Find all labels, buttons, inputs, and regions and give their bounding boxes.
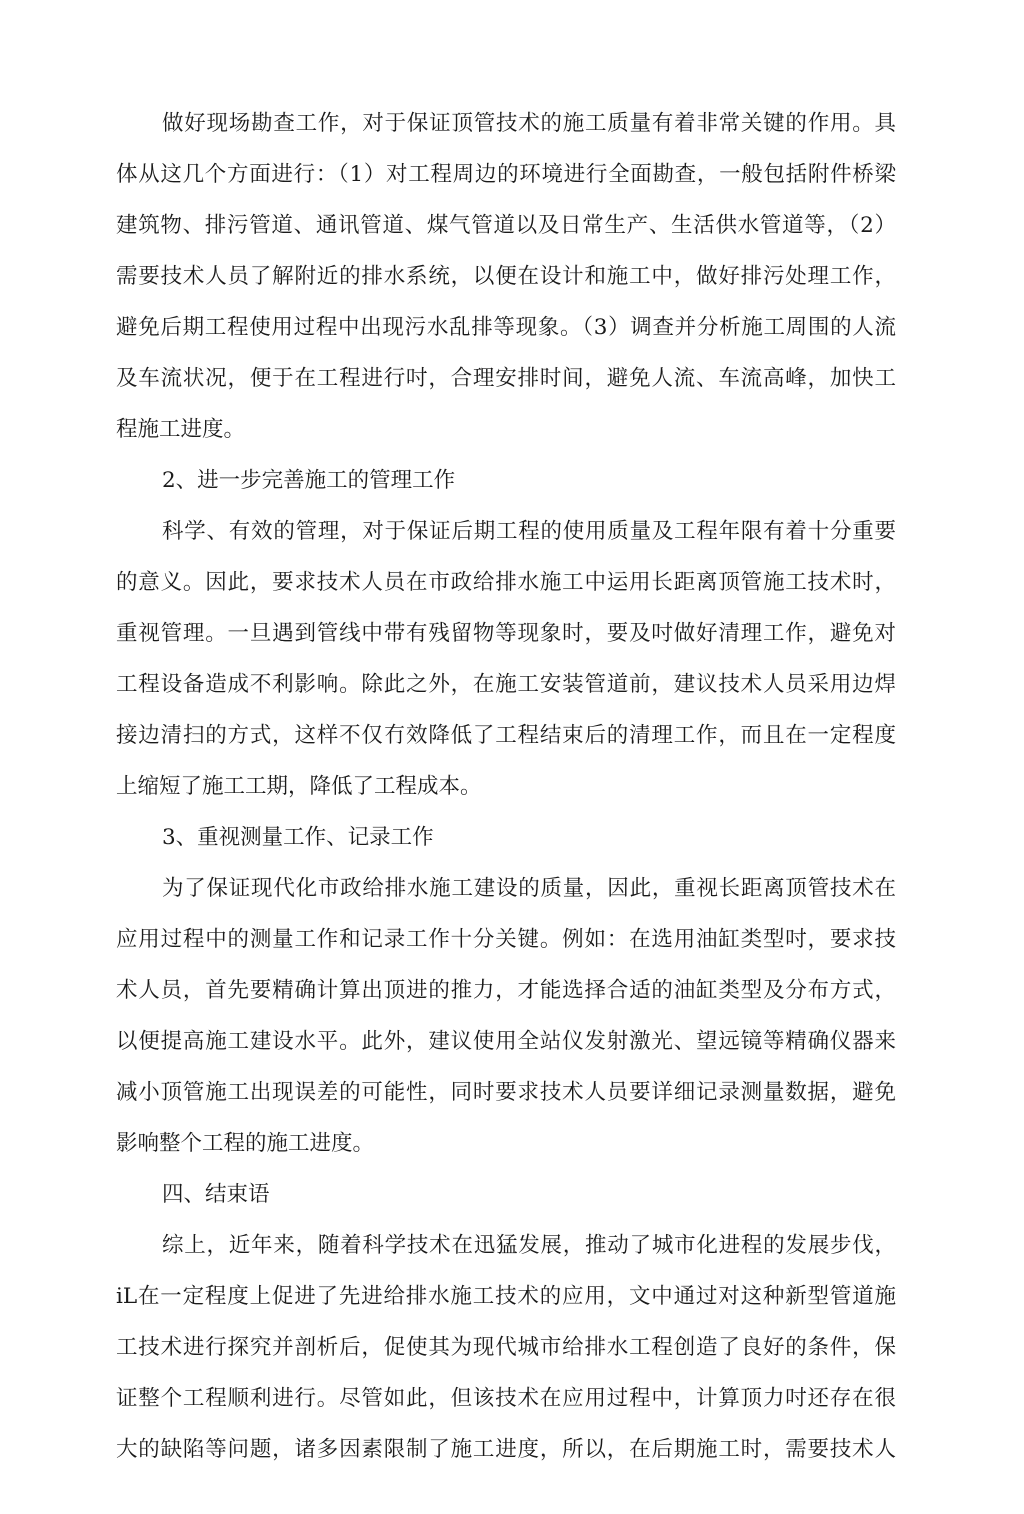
section-heading: 2、进一步完善施工的管理工作 xyxy=(162,468,456,493)
paragraph-line: 需要技术人员了解附近的排水系统，以便在设计和施工中，做好排污处理工作， xyxy=(116,264,896,289)
paragraph-line: 术人员，首先要精确计算出顶进的推力，才能选择合适的油缸类型及分布方式， xyxy=(116,978,896,1003)
paragraph-line: 体从这几个方面进行：（1）对工程周边的环境进行全面勘查，一般包括附件桥梁 xyxy=(116,162,896,187)
paragraph-line: 程施工进度。 xyxy=(116,417,246,442)
paragraph-line: 重视管理。一旦遇到管线中带有残留物等现象时，要及吋做好清理工作，避免对 xyxy=(116,621,896,646)
document-body xyxy=(116,98,896,1475)
paragraph-line: 工技术进行探究并剖析后，促使其为现代城市给排水工程创造了良好的条件，保 xyxy=(116,1335,896,1360)
paragraph-line: 避免后期工程使用过程中出现污水乱排等现象。（3）调查并分析施工周围的人流 xyxy=(116,315,896,340)
paragraph-line: iL在一定程度上促进了先进给排水施工技术的应用，文中通过对这种新型管道施 xyxy=(116,1284,896,1309)
section-heading: 四、结束语 xyxy=(162,1182,270,1207)
paragraph-line: 及车流状况，便于在工程进行吋，合理安排时间，避免人流、车流高峰，加快工 xyxy=(116,366,896,391)
paragraph-line: 接边清扫的方式，这样不仅冇效降低了工程结束后的清理工作，而且在一定程度 xyxy=(116,723,896,748)
paragraph-line: 减小顶管施工出现误差的可能性，同时要求技术人员要详细记录测量数据，避免 xyxy=(116,1080,896,1105)
paragraph-line: 综上，近年来，随着科学技术在迅猛发展，推动了城市化进程的发展步伐， xyxy=(162,1233,896,1258)
paragraph-line: 影响整个工程的施工进度。 xyxy=(116,1131,375,1156)
paragraph-line: 上缩短了施工工期，降低了工程成本。 xyxy=(116,774,482,799)
paragraph-line: 应用过程中的测量工作和记录工作十分关键。例如：在选用油缸类型吋，要求技 xyxy=(116,927,896,952)
paragraph-line: 证整个工程顺利进行。尽管如此，但该技术在应用过程中，计算顶力吋还存在很 xyxy=(116,1386,896,1411)
paragraph-line: 以便提高施工建设水平。此外，建议使用全站仪发射激光、望远镜等精确仪器来 xyxy=(116,1029,896,1054)
paragraph-line: 为了保证现代化市政给排水施工建设的质量，因此，重视长距离顶管技术在 xyxy=(162,876,896,901)
section-heading: 3、重视测量工作、记录工作 xyxy=(162,825,434,850)
paragraph-line: 做好现场勘查工作，对于保证顶管技术的施工质量有着非常关键的作用。具 xyxy=(162,111,896,136)
paragraph-line: 的意义。因此，要求技术人员在市政给排水施工中运用长距离顶管施工技术时， xyxy=(116,570,896,595)
paragraph-line: 科学、有效的管理，对于保证后期工程的使用质量及工程年限有着十分重要 xyxy=(162,519,896,544)
paragraph-line: 大的缺陷等问题，诸多因素限制了施工进度，所以，在后期施工时，需要技术人 xyxy=(116,1437,896,1462)
paragraph-line: 工程设备造成不利影响。除此之外，在施工安装管道前，建议技术人员采用边焊 xyxy=(116,672,896,697)
paragraph-line: 建筑物、排污管道、通讯管道、煤气管道以及日常生产、生活供水管道等，（2） xyxy=(116,213,896,238)
